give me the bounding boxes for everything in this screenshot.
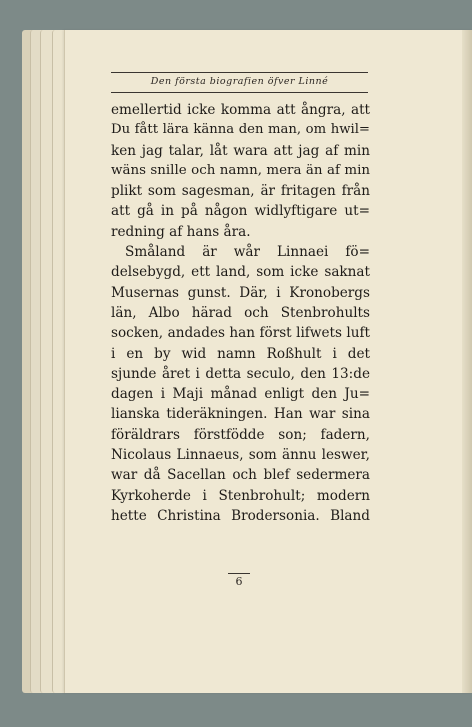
text-line: emellertid icke komma att ångra, att bbox=[111, 102, 370, 118]
folio-rule bbox=[228, 573, 250, 574]
text-line: hette Christina Brodersonia. Bland bbox=[111, 507, 370, 524]
text-line: Musernas gunst. Där, i Kronobergs bbox=[111, 284, 370, 301]
text-line: att gå in på någon widlyftigare ut= bbox=[111, 203, 370, 220]
text-line: lianska tideräkningen. Han war sina bbox=[111, 406, 370, 423]
running-head: Den första biografien öfver Linné bbox=[150, 76, 329, 87]
text-line: plikt som sagesman, är fritagen från bbox=[111, 183, 370, 200]
page-gutter bbox=[462, 30, 472, 693]
text-line: dagen i Maji månad enligt den Ju= bbox=[111, 386, 370, 403]
text-line: ken jag talar, låt wara att jag af min bbox=[111, 142, 370, 159]
text-line: redning af hans åra. bbox=[111, 223, 251, 240]
header-rule-bottom bbox=[111, 92, 368, 93]
text-line: sjunde året i detta seculo, den 13:de bbox=[111, 365, 370, 382]
text-line: socken, andades han först lifwets luft bbox=[111, 325, 370, 342]
page-number: 6 bbox=[235, 575, 243, 588]
text-line: i en by wid namn Roßhult i det bbox=[111, 345, 370, 362]
text-line: delsebygd, ett land, som icke saknat bbox=[111, 264, 370, 281]
text-line: wäns snille och namn, mera än af min bbox=[111, 162, 370, 178]
text-line: Småland är wår Linnaei fö= bbox=[125, 244, 370, 261]
header-rule-top bbox=[111, 72, 368, 73]
text-line: föräldrars förstfödde son; fadern, bbox=[111, 426, 370, 443]
text-line: Nicolaus Linnaeus, som ännu leswer, bbox=[111, 447, 370, 464]
text-line: Kyrkoherde i Stenbrohult; modern bbox=[111, 487, 370, 504]
body-text bbox=[111, 100, 370, 526]
text-line: län, Albo härad och Stenbrohults bbox=[111, 304, 370, 321]
text-line: Du fått lära känna den man, om hwil= bbox=[111, 122, 370, 138]
text-line: war då Sacellan och blef sedermera bbox=[111, 467, 370, 484]
